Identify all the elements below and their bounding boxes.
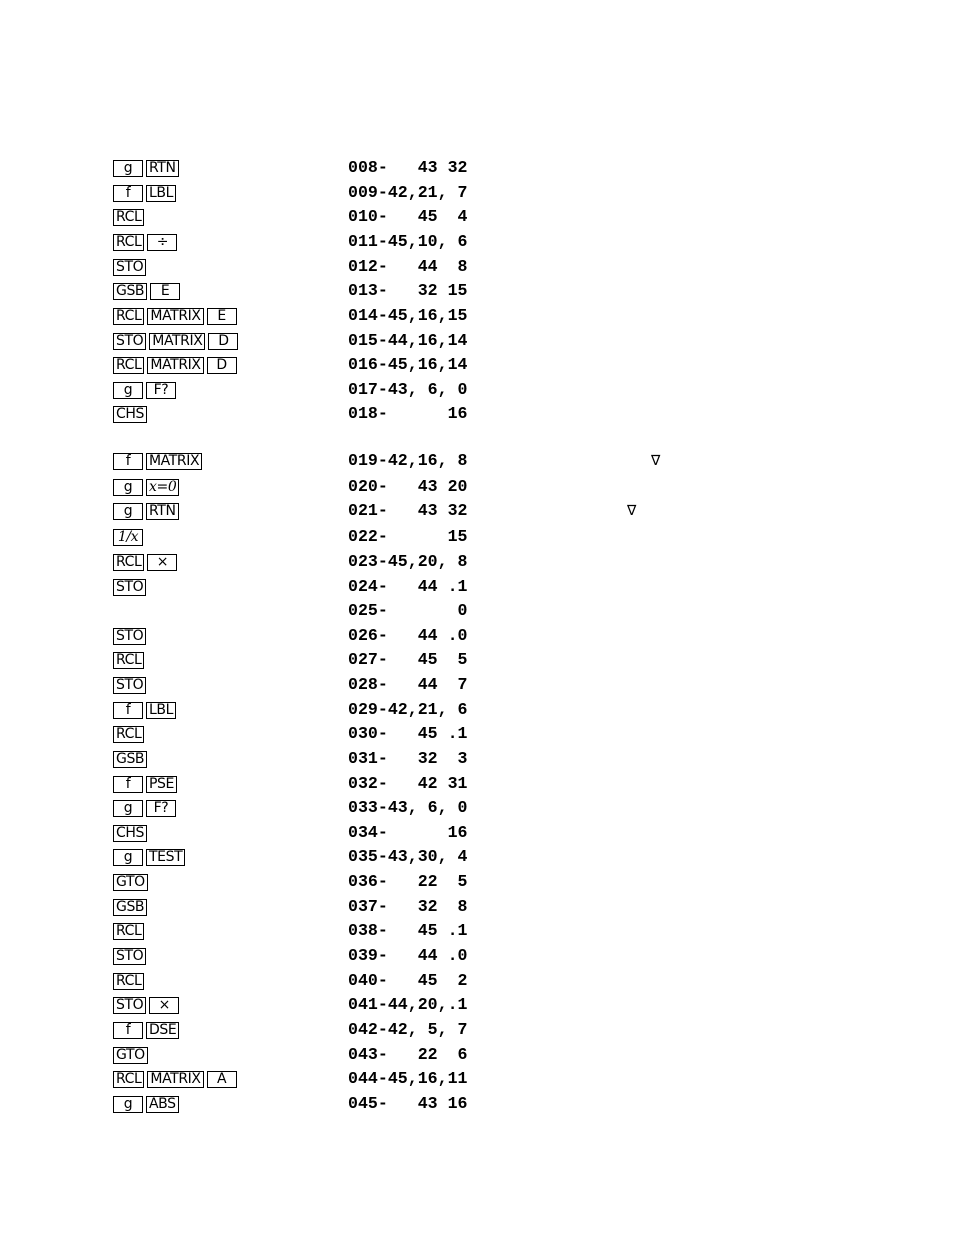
keycode-display: 034- 16 xyxy=(348,823,468,842)
keystroke-sequence xyxy=(113,846,188,868)
keystroke-sequence xyxy=(113,797,179,819)
keycode-display: 010- 45 4 xyxy=(348,207,468,226)
keystroke-sequence xyxy=(113,822,150,844)
key-: × xyxy=(149,997,179,1014)
keycode-display: 014-45,16,15 xyxy=(348,306,468,325)
keycode-display: 032- 42 31 xyxy=(348,774,468,793)
key-f: f xyxy=(113,453,143,470)
key-: ÷ xyxy=(147,234,177,251)
keycode-display: 018- 16 xyxy=(348,404,468,423)
keycode-display: 040- 45 2 xyxy=(348,971,468,990)
key-rcl: RCL xyxy=(113,923,144,940)
keystroke-sequence xyxy=(113,945,149,967)
keystroke-sequence xyxy=(113,305,240,327)
keystroke-sequence xyxy=(113,871,151,893)
key-matrix: MATRIX xyxy=(147,308,203,325)
keystroke-sequence xyxy=(113,674,149,696)
keycode-display: 022- 15 xyxy=(348,527,468,546)
keycode-display: 043- 22 6 xyxy=(348,1045,468,1064)
key-f: F? xyxy=(146,800,176,817)
keycode-display: 024- 44 .1 xyxy=(348,577,468,596)
key-e: E xyxy=(207,308,237,325)
program-line xyxy=(0,576,954,598)
key-rcl: RCL xyxy=(113,726,144,743)
key-sto: STO xyxy=(113,628,146,645)
program-line xyxy=(0,920,954,942)
key-g: g xyxy=(113,160,143,177)
program-line xyxy=(0,822,954,844)
key-g: g xyxy=(113,1096,143,1113)
key-1-x: 1/x xyxy=(113,529,143,546)
keystroke-sequence xyxy=(113,379,179,401)
key-sto: STO xyxy=(113,948,146,965)
key-f: f xyxy=(113,702,143,719)
program-line xyxy=(0,994,954,1016)
key-abs: ABS xyxy=(146,1096,179,1113)
key-sto: STO xyxy=(113,259,146,276)
key-matrix: MATRIX xyxy=(147,357,203,374)
keystroke-sequence xyxy=(113,403,150,425)
program-line xyxy=(0,231,954,253)
program-line xyxy=(0,1044,954,1066)
keycode-display: 038- 45 .1 xyxy=(348,921,468,940)
key-f: f xyxy=(113,1022,143,1039)
key-rcl: RCL xyxy=(113,1071,144,1088)
program-line xyxy=(0,600,954,622)
program-line xyxy=(0,846,954,868)
keycode-display: 015-44,16,14 xyxy=(348,331,468,350)
program-line xyxy=(0,280,954,302)
keystroke-sequence xyxy=(113,649,147,671)
program-line xyxy=(0,1068,954,1090)
keycode-display: 035-43,30, 4 xyxy=(348,847,468,866)
key-rcl: RCL xyxy=(113,652,144,669)
key-rcl: RCL xyxy=(113,209,144,226)
keystroke-sequence xyxy=(113,920,147,942)
keycode-display: 012- 44 8 xyxy=(348,257,468,276)
triangle-marker: ∇ xyxy=(627,503,637,519)
keystroke-sequence xyxy=(113,1068,240,1090)
keystroke-sequence xyxy=(113,1019,182,1041)
keycode-display: 042-42, 5, 7 xyxy=(348,1020,468,1039)
key-g: g xyxy=(113,849,143,866)
keycode-display: 017-43, 6, 0 xyxy=(348,380,468,399)
key-pse: PSE xyxy=(146,776,177,793)
program-line xyxy=(0,649,954,671)
key-g: g xyxy=(113,479,143,496)
keycode-display: 025- 0 xyxy=(348,601,468,620)
keystroke-sequence xyxy=(113,206,147,228)
program-line xyxy=(0,182,954,204)
program-line xyxy=(0,674,954,696)
keycode-display: 029-42,21, 6 xyxy=(348,700,468,719)
keystroke-sequence xyxy=(113,896,150,918)
keycode-display: 020- 43 20 xyxy=(348,477,468,496)
key-rtn: RTN xyxy=(146,503,179,520)
program-line xyxy=(0,379,954,401)
key-gto: GTO xyxy=(113,1047,148,1064)
keycode-display: 027- 45 5 xyxy=(348,650,468,669)
key-a: A xyxy=(207,1071,237,1088)
key-: × xyxy=(147,554,177,571)
keystroke-sequence xyxy=(113,970,147,992)
keystroke-sequence xyxy=(113,994,182,1016)
key-f: F? xyxy=(146,382,176,399)
key-lbl: LBL xyxy=(146,702,176,719)
keycode-display: 031- 32 3 xyxy=(348,749,468,768)
program-line xyxy=(0,157,954,179)
program-line xyxy=(0,305,954,327)
keycode-display: 021- 43 32 xyxy=(348,501,468,520)
key-rtn: RTN xyxy=(146,160,179,177)
key-sto: STO xyxy=(113,333,146,350)
keystroke-sequence xyxy=(113,330,241,352)
key-rcl: RCL xyxy=(113,554,144,571)
keycode-display: 028- 44 7 xyxy=(348,675,468,694)
keycode-display: 044-45,16,11 xyxy=(348,1069,468,1088)
keystroke-sequence xyxy=(113,231,180,253)
key-gsb: GSB xyxy=(113,283,147,300)
triangle-marker: ∇ xyxy=(651,453,661,469)
keystroke-sequence xyxy=(113,576,149,598)
keystroke-sequence xyxy=(113,723,147,745)
program-line xyxy=(0,526,954,548)
key-matrix: MATRIX xyxy=(147,1071,203,1088)
keycode-display: 016-45,16,14 xyxy=(348,355,468,374)
keycode-display: 041-44,20,.1 xyxy=(348,995,468,1014)
program-line xyxy=(0,476,954,498)
key-f: f xyxy=(113,776,143,793)
keystroke-sequence xyxy=(113,354,240,376)
key-f: f xyxy=(113,185,143,202)
program-line xyxy=(0,1093,954,1115)
keycode-display: 009-42,21, 7 xyxy=(348,183,468,202)
program-line xyxy=(0,625,954,647)
keystroke-sequence xyxy=(113,450,205,472)
keystroke-sequence xyxy=(113,182,179,204)
key-sto: STO xyxy=(113,579,146,596)
keycode-display: 019-42,16, 8 xyxy=(348,451,468,470)
program-line xyxy=(0,354,954,376)
keycode-display: 030- 45 .1 xyxy=(348,724,468,743)
key-gsb: GSB xyxy=(113,751,147,768)
keystroke-sequence xyxy=(113,476,182,498)
keycode-display: 036- 22 5 xyxy=(348,872,468,891)
program-line xyxy=(0,450,954,472)
key-g: g xyxy=(113,800,143,817)
keystroke-sequence xyxy=(113,280,183,302)
key-rcl: RCL xyxy=(113,973,144,990)
key-rcl: RCL xyxy=(113,234,144,251)
key-chs: CHS xyxy=(113,825,147,842)
keystroke-sequence xyxy=(113,500,182,522)
keystroke-sequence xyxy=(113,157,182,179)
keycode-display: 008- 43 32 xyxy=(348,158,468,177)
keycode-display: 026- 44 .0 xyxy=(348,626,468,645)
key-matrix: MATRIX xyxy=(146,453,202,470)
key-chs: CHS xyxy=(113,406,147,423)
key-sto: STO xyxy=(113,677,146,694)
key-gto: GTO xyxy=(113,874,148,891)
key-g: g xyxy=(113,382,143,399)
keycode-display: 013- 32 15 xyxy=(348,281,468,300)
key-e: E xyxy=(150,283,180,300)
keystroke-sequence xyxy=(113,256,149,278)
key-d: D xyxy=(208,333,238,350)
program-line xyxy=(0,797,954,819)
program-line xyxy=(0,723,954,745)
program-line xyxy=(0,256,954,278)
program-line xyxy=(0,871,954,893)
keystroke-sequence xyxy=(113,1044,151,1066)
keycode-display: 045- 43 16 xyxy=(348,1094,468,1113)
key-g: g xyxy=(113,503,143,520)
key-sto: STO xyxy=(113,997,146,1014)
keystroke-sequence xyxy=(113,625,149,647)
keycode-display: 011-45,10, 6 xyxy=(348,232,468,251)
program-line xyxy=(0,500,954,522)
program-line xyxy=(0,403,954,425)
key-d: D xyxy=(207,357,237,374)
keystroke-sequence xyxy=(113,773,180,795)
keycode-display: 039- 44 .0 xyxy=(348,946,468,965)
keycode-display: 033-43, 6, 0 xyxy=(348,798,468,817)
program-line xyxy=(0,970,954,992)
keycode-display: 037- 32 8 xyxy=(348,897,468,916)
program-line xyxy=(0,206,954,228)
key-lbl: LBL xyxy=(146,185,176,202)
key-test: TEST xyxy=(146,849,185,866)
keystroke-sequence xyxy=(113,551,180,573)
key-gsb: GSB xyxy=(113,899,147,916)
keystroke-sequence xyxy=(113,1093,182,1115)
key-matrix: MATRIX xyxy=(149,333,205,350)
program-line xyxy=(0,699,954,721)
key-rcl: RCL xyxy=(113,357,144,374)
key-rcl: RCL xyxy=(113,308,144,325)
keystroke-sequence xyxy=(113,526,146,548)
program-line xyxy=(0,773,954,795)
program-line xyxy=(0,551,954,573)
program-line xyxy=(0,748,954,770)
program-line xyxy=(0,896,954,918)
keystroke-sequence xyxy=(113,748,150,770)
keystroke-sequence xyxy=(113,699,179,721)
key-x-0: x=0 xyxy=(146,479,179,496)
program-line xyxy=(0,1019,954,1041)
keycode-display: 023-45,20, 8 xyxy=(348,552,468,571)
program-line xyxy=(0,330,954,352)
program-line xyxy=(0,945,954,967)
key-dse: DSE xyxy=(146,1022,179,1039)
